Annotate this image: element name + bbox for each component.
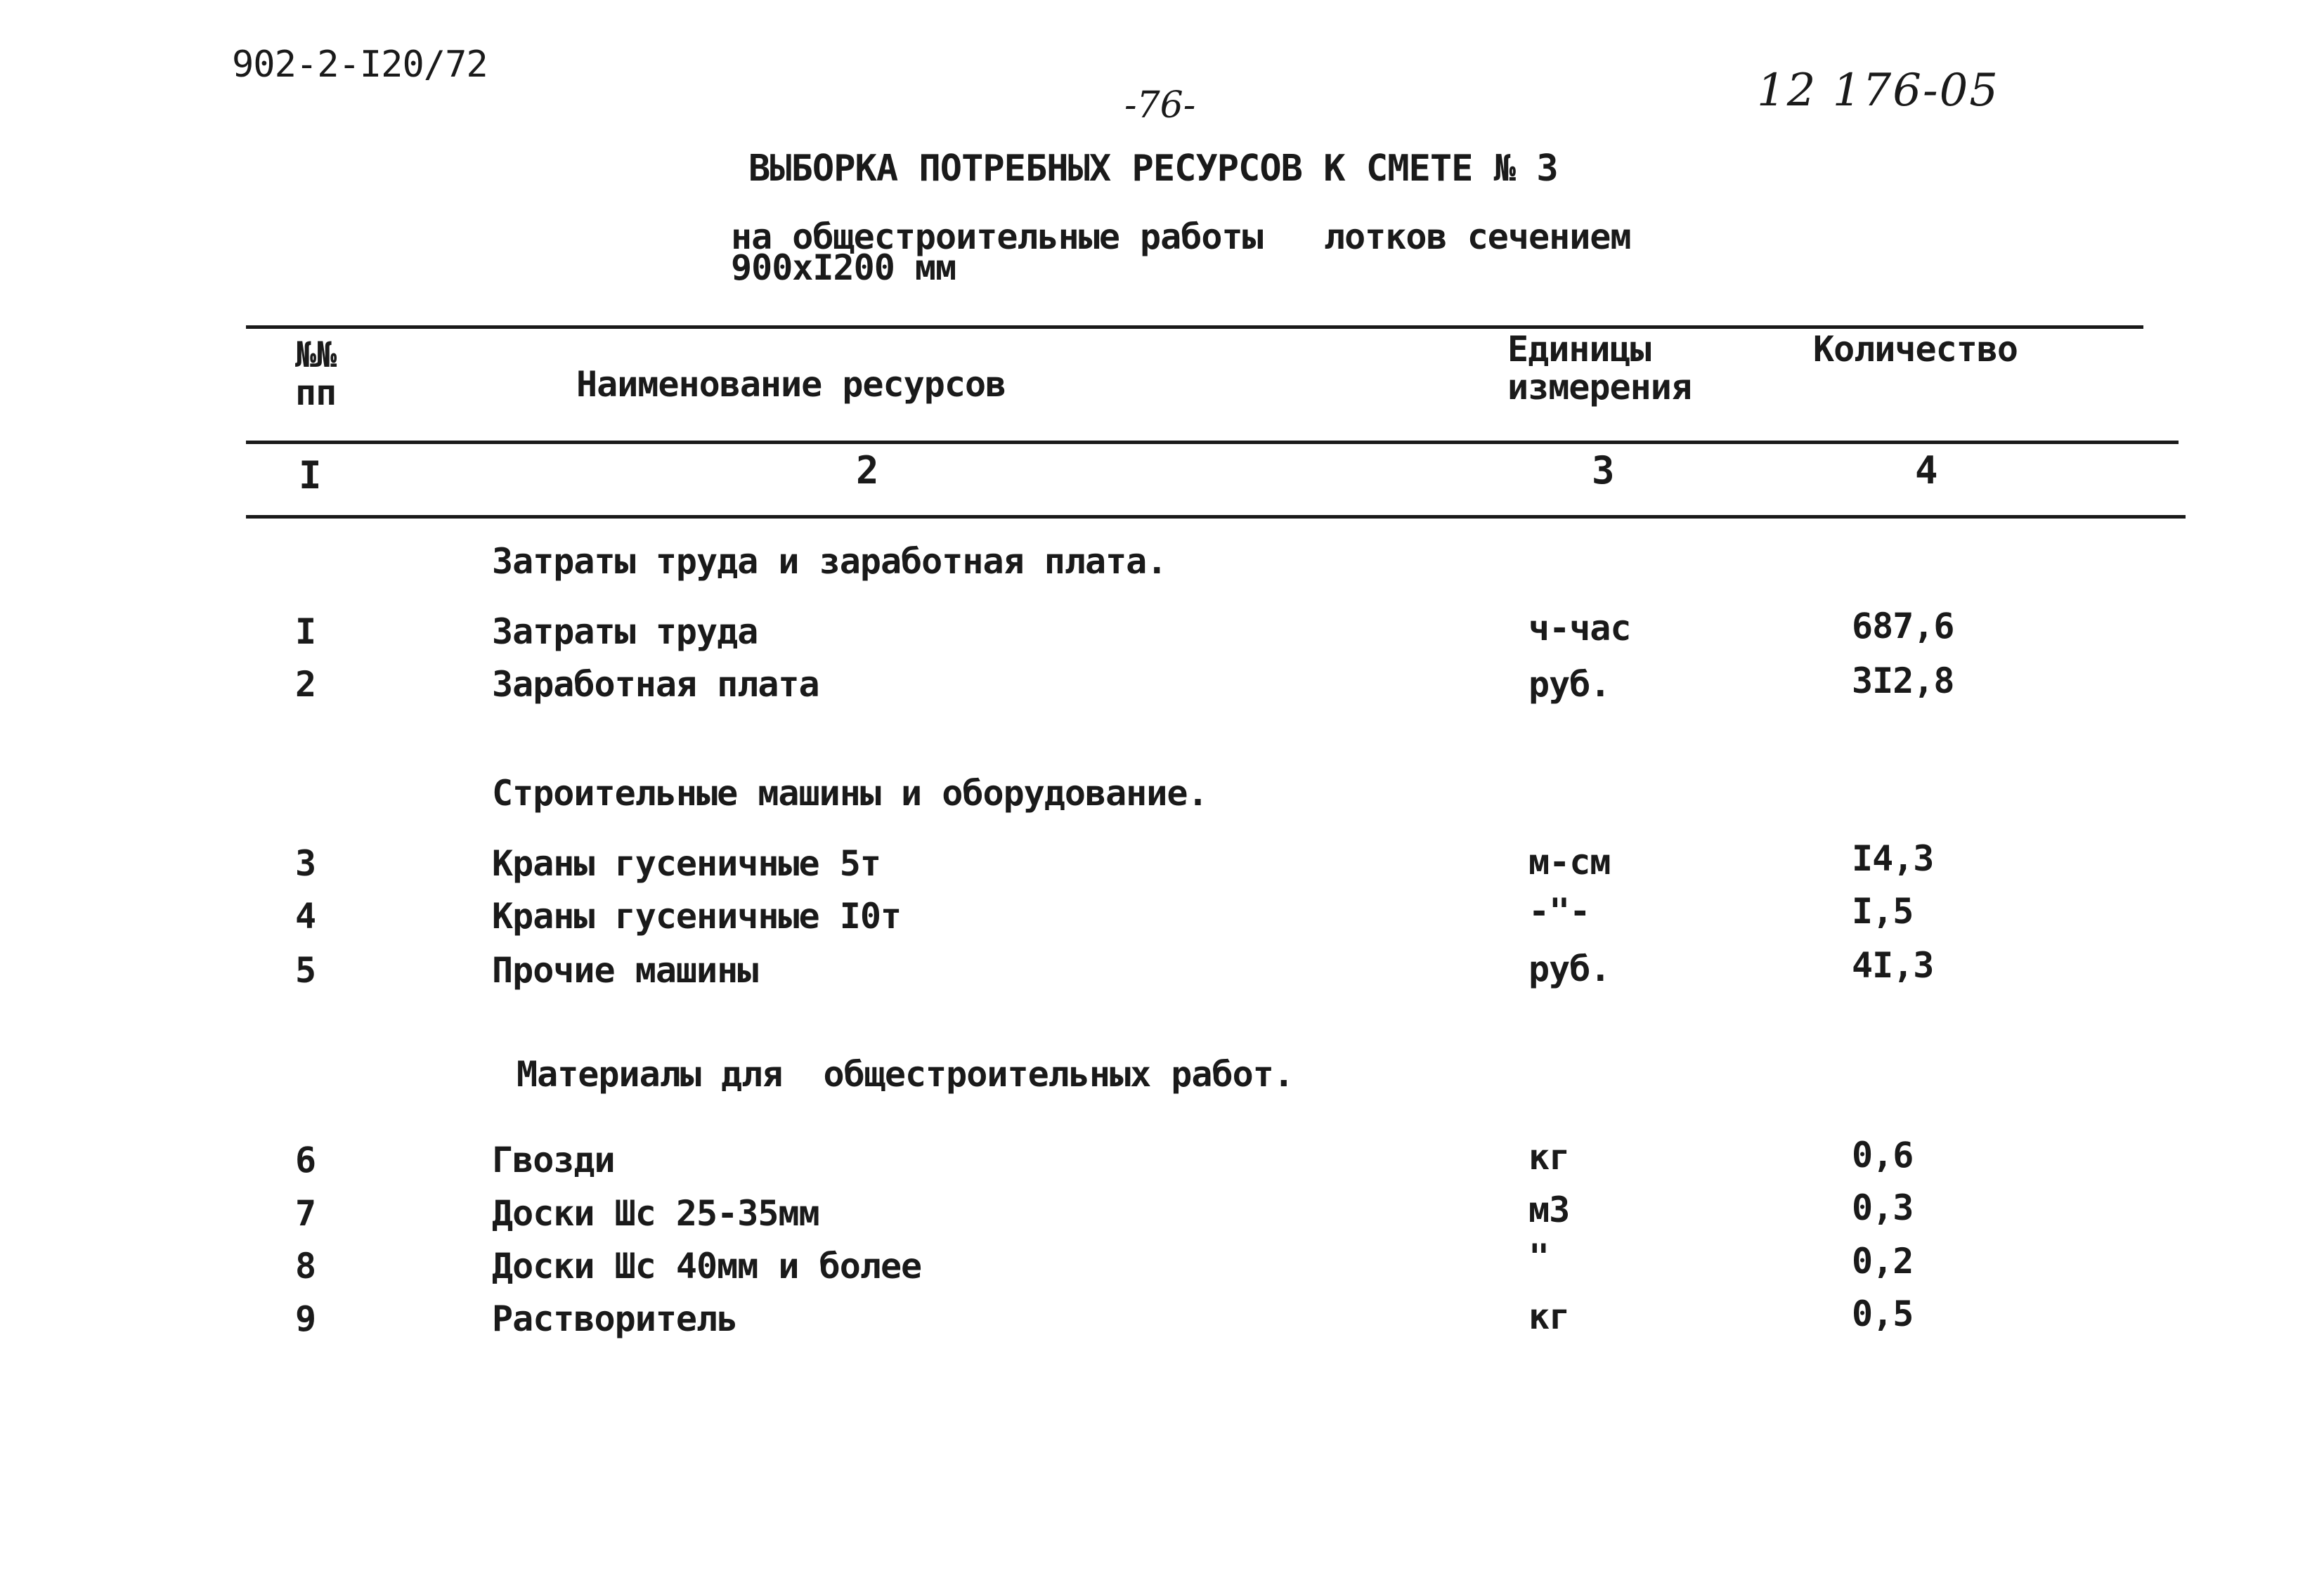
column-number: 2 [856,448,879,493]
unit: м3 [1528,1190,1570,1230]
table-numbers-rule [246,515,2186,519]
column-header-unit: Единицы измерения [1507,329,1692,408]
sheet-number: 12 176-05 [1757,65,1999,117]
quantity: I4,3 [1852,838,1934,879]
page-number: -76- [1124,84,1196,126]
quantity: 3I2,8 [1852,660,1954,701]
quantity: 0,2 [1852,1241,1914,1282]
unit: м-см [1528,842,1611,883]
resource-name: Заработная плата [492,664,819,705]
column-header-quantity: Количество [1813,329,2018,370]
unit: кг [1528,1296,1570,1337]
unit: руб. [1528,664,1611,705]
row-number: 2 [295,664,316,705]
quantity: I,5 [1852,891,1914,932]
row-number: 7 [295,1193,316,1234]
resource-name: Доски Шс 25-35мм [492,1193,819,1234]
unit: " [1528,1237,1550,1277]
unit: ч-час [1528,608,1631,649]
section-title: Затраты труда и заработная плата. [492,541,1167,582]
resource-name: Краны гусеничные I0т [492,896,902,937]
table-header-rule [246,441,2179,444]
row-number: I [295,611,316,652]
row-number: 9 [295,1298,316,1339]
row-number: 8 [295,1246,316,1287]
row-number: 5 [295,950,316,991]
column-header-name: Наименование ресурсов [576,364,1006,405]
resource-name: Затраты труда [492,611,758,652]
section-title: Материалы для общестроительных работ. [517,1054,1294,1095]
resource-name: Прочие машины [492,950,758,991]
unit: руб. [1528,949,1611,989]
resource-name: Доски Шс 40мм и более [492,1246,922,1287]
quantity: 0,6 [1852,1135,1914,1176]
unit: кг [1528,1137,1570,1178]
column-number: 3 [1592,448,1615,493]
column-number: I [299,453,322,497]
quantity: 0,3 [1852,1187,1914,1228]
section-title: Строительные машины и оборудование. [492,773,1208,814]
unit: -"- [1528,891,1590,932]
document-code: 902-2-I20/72 [232,44,488,86]
quantity: 0,5 [1852,1294,1914,1334]
document-subtitle: на общестроительные работы лотков сечением 900xI200 мм [731,216,1631,288]
resource-name: Гвозди [492,1140,615,1180]
quantity: 4I,3 [1852,945,1934,986]
document-title: ВЫБОРКА ПОТРЕБНЫХ РЕСУРСОВ К СМЕТЕ № 3 [748,148,1558,190]
row-number: 6 [295,1140,316,1180]
row-number: 4 [295,896,316,937]
column-header-number: №№ пп [295,334,337,413]
quantity: 687,6 [1852,606,1954,646]
resource-name: Растворитель [492,1298,738,1339]
row-number: 3 [295,843,316,884]
resource-name: Краны гусеничные 5т [492,843,881,884]
column-number: 4 [1915,448,1938,493]
